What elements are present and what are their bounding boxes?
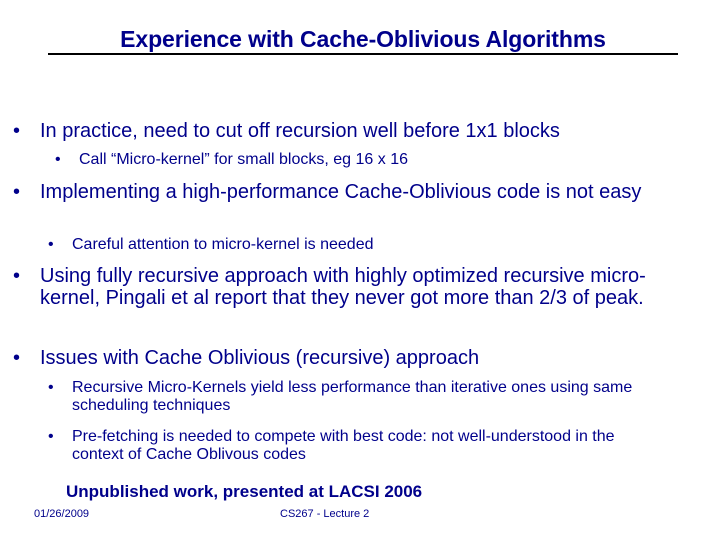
bullet-item: [13, 347, 680, 369]
bullet-text: Careful attention to micro-kernel is needed: [72, 236, 374, 253]
lecture-label: CS267 - Lecture 2: [280, 508, 370, 520]
bullet-text: Pre-fetching is needed to compete with best code: not well-understood in the context of Cache Oblivous codes: [72, 428, 615, 463]
sub-bullet-item: [55, 151, 679, 169]
sub-bullet-item: [48, 379, 672, 415]
bullet-marker: •: [13, 347, 21, 369]
bullet-text: Issues with Cache Oblivious (recursive) approach: [40, 347, 480, 369]
bullet-marker: •: [48, 236, 54, 253]
bullet-marker: •: [13, 265, 21, 287]
bullet-text: In practice, need to cut off recursion well before 1x1 blocks: [40, 120, 560, 142]
footer-note: Unpublished work, presented at LACSI 2006: [66, 482, 423, 501]
slide-title: Experience with Cache-Oblivious Algorithms: [120, 26, 606, 52]
bullet-text: Call “Micro-kernel” for small blocks, eg 16 x 16: [79, 151, 408, 168]
slide-date: 01/26/2009: [34, 508, 90, 520]
bullet-marker: •: [55, 151, 61, 168]
bullet-item: [13, 181, 680, 203]
bullet-item: [13, 265, 665, 309]
bullet-marker: •: [48, 428, 54, 445]
bullet-marker: •: [48, 379, 54, 396]
sub-bullet-item: [48, 236, 672, 254]
bullet-item: [13, 120, 690, 142]
sub-bullet-item: [48, 428, 632, 464]
bullet-text: Using fully recursive approach with highly optimized recursive micro-kernel, Pingali et al report that they never got more than 2/3 of peak.: [40, 265, 646, 309]
bullet-text: Implementing a high-performance Cache-Oblivious code is not easy: [40, 181, 642, 203]
bullet-text: Recursive Micro-Kernels yield less performance than iterative ones using same scheduling techniques: [72, 379, 633, 414]
bullet-marker: •: [13, 181, 21, 203]
title-underline: [48, 53, 678, 55]
bullet-marker: •: [13, 120, 21, 142]
